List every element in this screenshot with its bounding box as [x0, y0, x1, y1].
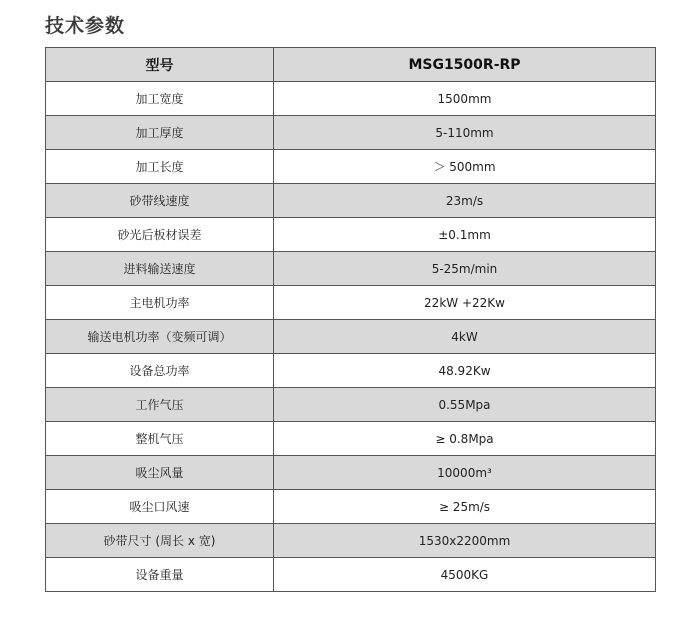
param-name-cell: 吸尘风量: [46, 456, 274, 490]
param-name-cell: 设备总功率: [46, 354, 274, 388]
param-name-cell: 工作气压: [46, 388, 274, 422]
param-value-cell: 1530x2200mm: [274, 524, 656, 558]
param-value-cell: 1500mm: [274, 82, 656, 116]
table-row: [46, 456, 656, 490]
section-title: 技术参数: [45, 15, 126, 37]
param-value-cell: ≥ 25m/s: [274, 490, 656, 524]
param-name-cell: 整机气压: [46, 422, 274, 456]
param-name-cell: 吸尘口风速: [46, 490, 274, 524]
param-name-cell: 主电机功率: [46, 286, 274, 320]
table-row: [46, 388, 656, 422]
param-value-cell: 48.92Kw: [274, 354, 656, 388]
param-value-cell: 5-110mm: [274, 116, 656, 150]
param-value-cell: ±0.1mm: [274, 218, 656, 252]
param-name-cell: 进料输送速度: [46, 252, 274, 286]
header-model-cell: MSG1500R-RP: [274, 48, 656, 82]
table-header-row: [46, 48, 656, 82]
table-row: [46, 286, 656, 320]
param-value-cell: 4kW: [274, 320, 656, 354]
param-name-cell: 加工宽度: [46, 82, 274, 116]
param-value-cell: 23m/s: [274, 184, 656, 218]
param-name-cell: 输送电机功率（变频可调）: [46, 320, 274, 354]
param-value-cell: 10000m³: [274, 456, 656, 490]
param-name-cell: 砂带线速度: [46, 184, 274, 218]
table-row: [46, 558, 656, 592]
table-row: [46, 524, 656, 558]
param-value-cell: 0.55Mpa: [274, 388, 656, 422]
table-row: [46, 422, 656, 456]
table-row: [46, 116, 656, 150]
spec-table: [45, 47, 656, 592]
param-name-cell: 加工长度: [46, 150, 274, 184]
param-value-cell: ＞ 500mm: [274, 150, 656, 184]
param-name-cell: 设备重量: [46, 558, 274, 592]
table-row: [46, 184, 656, 218]
table-row: [46, 320, 656, 354]
param-value-cell: 4500KG: [274, 558, 656, 592]
table-row: [46, 218, 656, 252]
table-row: [46, 490, 656, 524]
header-label-cell: 型号: [46, 48, 274, 82]
param-value-cell: 22kW +22Kw: [274, 286, 656, 320]
table-row: [46, 150, 656, 184]
param-value-cell: 5-25m/min: [274, 252, 656, 286]
table-row: [46, 252, 656, 286]
param-name-cell: 加工厚度: [46, 116, 274, 150]
param-name-cell: 砂光后板材误差: [46, 218, 274, 252]
table-row: [46, 354, 656, 388]
table-row: [46, 82, 656, 116]
param-value-cell: ≥ 0.8Mpa: [274, 422, 656, 456]
param-name-cell: 砂带尺寸 (周长 x 宽): [46, 524, 274, 558]
